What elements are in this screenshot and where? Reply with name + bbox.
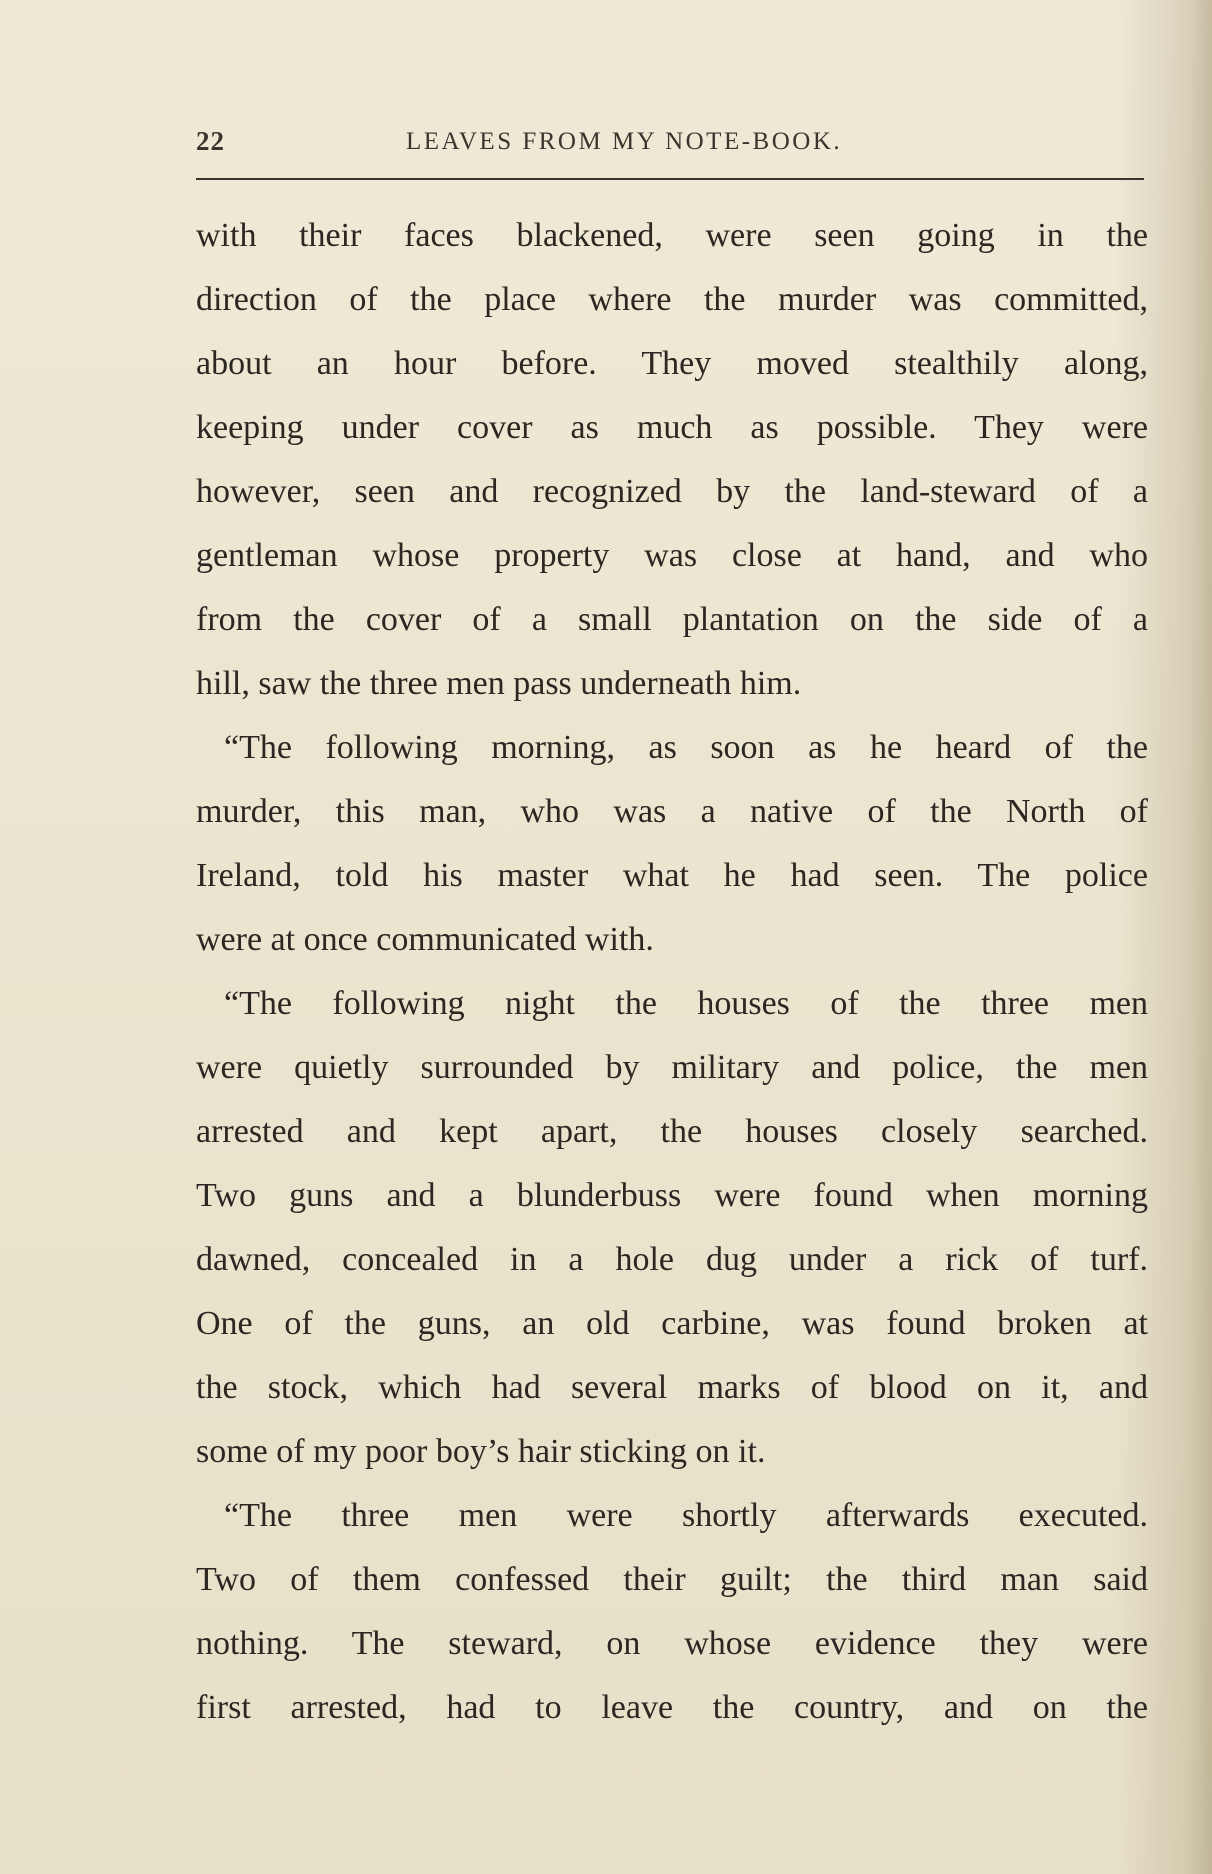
text-line: from the cover of a small plantation on the side of a	[196, 601, 1148, 638]
page-number: 22	[196, 126, 225, 156]
text-line: “The three men were shortly afterwards executed.	[224, 1497, 1148, 1534]
text-line: were at once communicated with.	[196, 921, 654, 958]
running-head: LEAVES FROM MY NOTE-BOOK.	[406, 128, 843, 155]
text-line: Two of them confessed their guilt; the third man said	[196, 1561, 1148, 1598]
text-line: the stock, which had several marks of blood on it, and	[196, 1369, 1148, 1406]
text-line: dawned, concealed in a hole dug under a rick of turf.	[196, 1241, 1148, 1278]
text-line: with their faces blackened, were seen going in the	[196, 217, 1148, 254]
text-line: however, seen and recognized by the land-steward of a	[196, 473, 1148, 510]
text-line: arrested and kept apart, the houses closely searched.	[196, 1113, 1148, 1150]
text-line: direction of the place where the murder was committed,	[196, 281, 1148, 318]
text-line: hill, saw the three men pass underneath him.	[196, 665, 802, 702]
header-rule	[196, 178, 1144, 180]
text-line: nothing. The steward, on whose evidence they were	[196, 1625, 1148, 1662]
text-line: One of the guns, an old carbine, was found broken at	[196, 1305, 1148, 1342]
text-line: murder, this man, who was a native of the North of	[196, 793, 1148, 830]
text-line: first arrested, had to leave the country, and on the	[196, 1689, 1148, 1726]
text-line: gentleman whose property was close at hand, and who	[196, 537, 1148, 574]
text-line: keeping under cover as much as possible. They were	[196, 409, 1148, 446]
page-header	[196, 126, 1144, 166]
text-line: Two guns and a blunderbuss were found when morning	[196, 1177, 1148, 1214]
text-line: about an hour before. They moved stealthily along,	[196, 345, 1148, 382]
text-line: some of my poor boy’s hair sticking on it.	[196, 1433, 766, 1470]
text-line: “The following night the houses of the three men	[224, 985, 1148, 1022]
text-line: Ireland, told his master what he had seen. The police	[196, 857, 1148, 894]
text-line: were quietly surrounded by military and police, the men	[196, 1049, 1148, 1086]
text-line: “The following morning, as soon as he heard of the	[224, 729, 1148, 766]
